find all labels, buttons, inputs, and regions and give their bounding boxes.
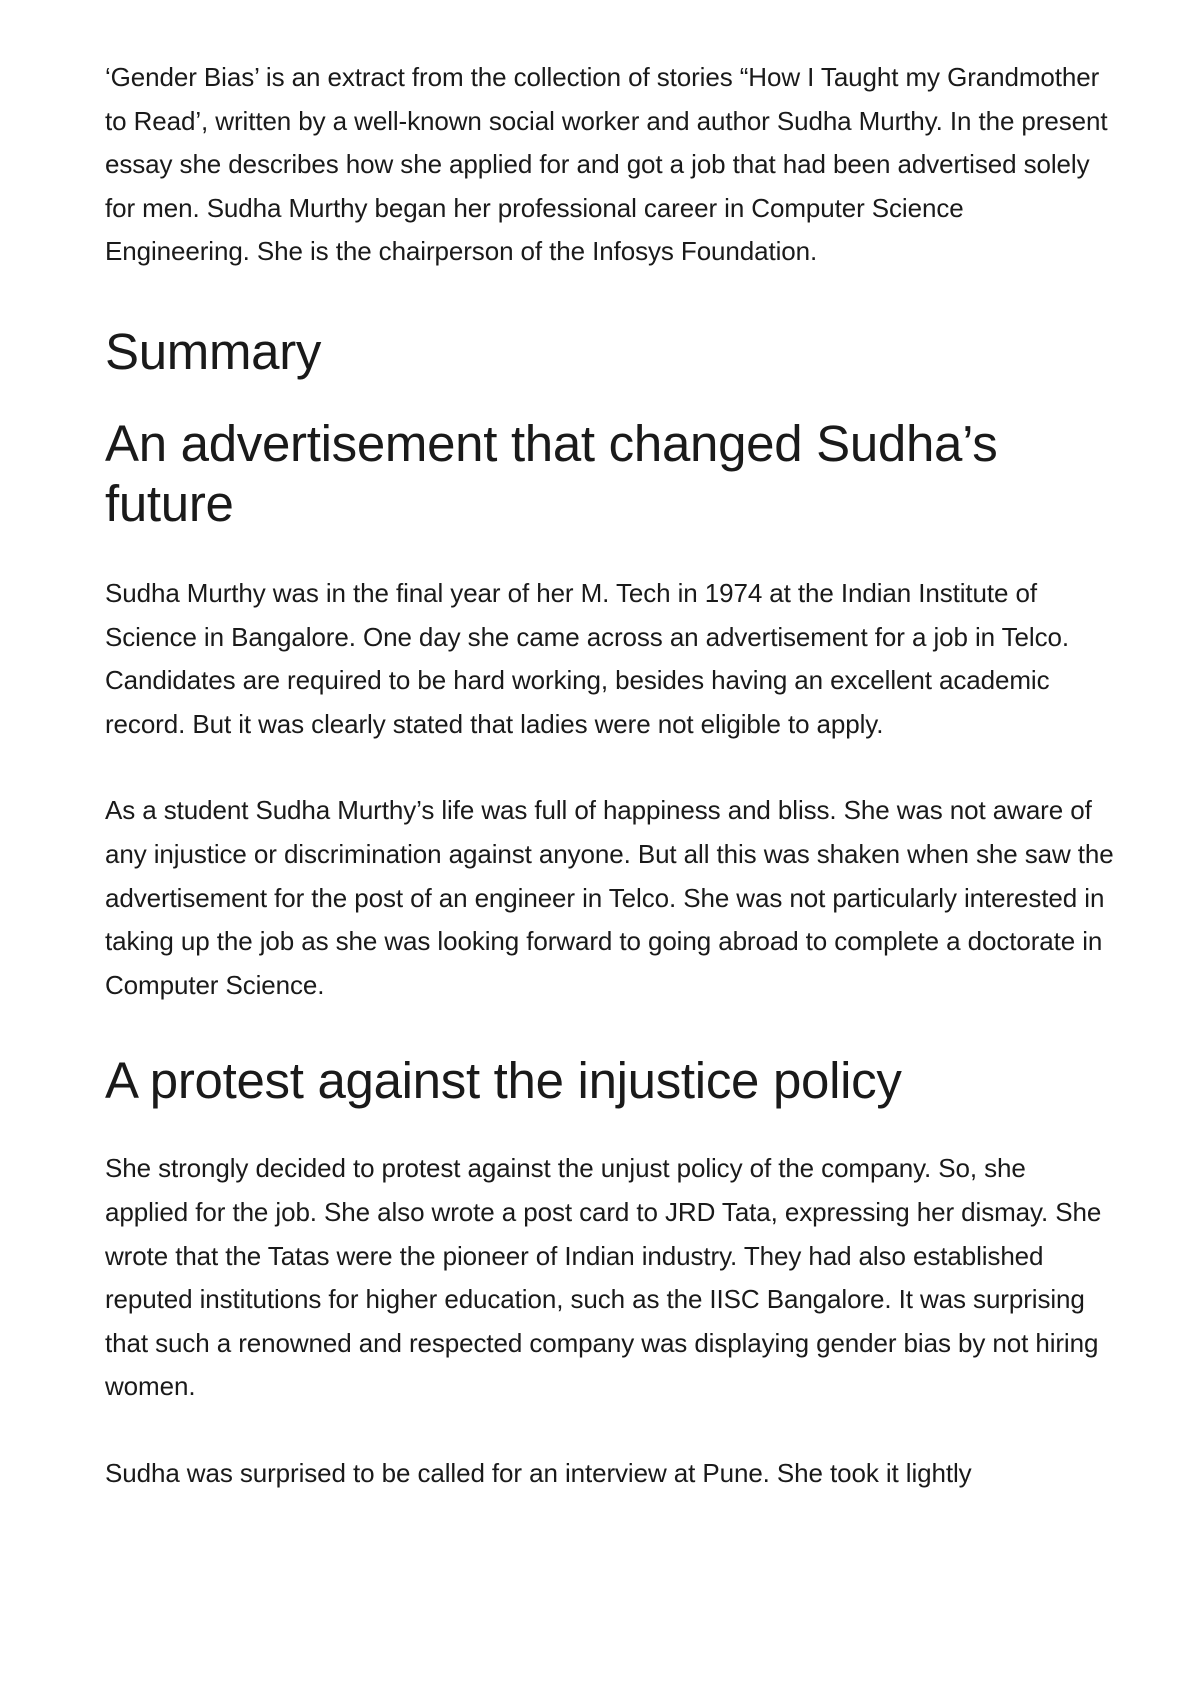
section-heading-protest: A protest against the injustice policy <box>105 1052 902 1110</box>
intro-paragraph: ‘Gender Bias’ is an extract from the collection of stories “How I Taught my Grandmother to Read’, written by a well-known social worker and author Sudha Murthy. In the present essay she describes how she applied for and got a job that had been advertised solely for men. Sudha Murthy began her professional career in Computer Science Engineering. She is the chairperson of the Infosys Foundation. <box>105 62 1108 267</box>
protest-paragraph-1: She strongly decided to protest against the unjust policy of the company. So, she applied for the job. She also wrote a post card to JRD Tata, expressing her dismay. She wrote that the Tatas were the pioneer of Indian industry. They had also established reputed institutions for higher education, such as the IISC Bangalore. It was surprising that such a renowned and respected company was displaying gender bias by not hiring women. <box>105 1153 1102 1402</box>
protest-paragraph-2: Sudha was surprised to be called for an interview at Pune. She took it lightly <box>105 1457 972 1488</box>
summary-heading: Summary <box>105 322 322 380</box>
section-heading-advertisement: An advertisement that changed Sudha’s future <box>105 414 998 532</box>
advertisement-paragraph-1: Sudha Murthy was in the final year of her M. Tech in 1974 at the Indian Institute of Science in Bangalore. One day she came across an advertisement for a job in Telco. Candidates are required to be hard working, besides having an excellent academic record. But it was clearly stated that ladies were not eligible to apply. <box>105 577 1069 739</box>
advertisement-paragraph-2: As a student Sudha Murthy’s life was full of happiness and bliss. She was not aware of any injustice or discrimination against anyone. But all this was shaken when she saw the advertisement for the post of an engineer in Telco. She was not particularly interested in taking up the job as she was looking forward to going abroad to complete a doctorate in Computer Science. <box>105 795 1114 1000</box>
document-page <box>105 56 1115 1495</box>
